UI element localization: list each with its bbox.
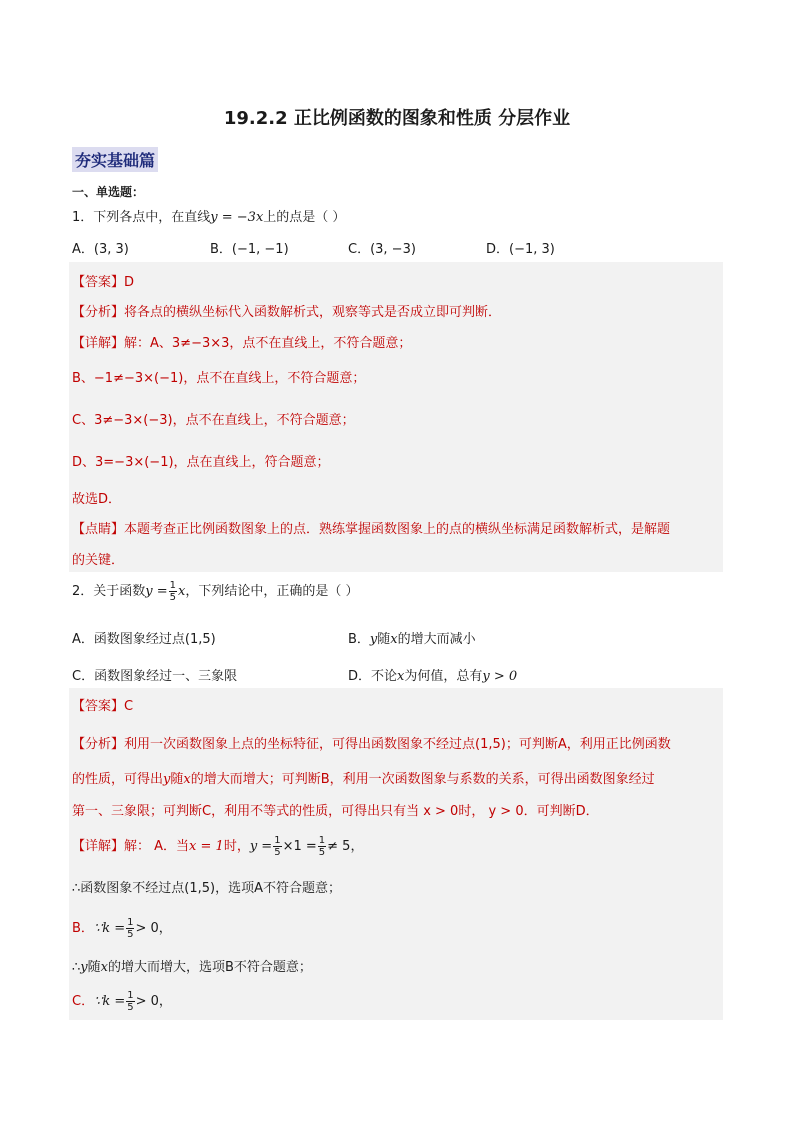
q2-y-eq: y = [145, 584, 168, 599]
q1-answer [72, 271, 134, 290]
q2-optd-x: x [397, 669, 405, 684]
q2-detail-tag: 【详解】 [72, 839, 125, 854]
q2-detail-line-2: ∴函数图象不经过点(1,5)，选项A不符合题意； [72, 881, 341, 896]
q2-detail-l1-frac-a-num: 1 [274, 835, 281, 846]
q2-detail-l3-pre: B． [72, 921, 94, 936]
q2-detail-l4-mid: 随 [87, 960, 101, 975]
q1-analysis-tag: 【分析】 [72, 305, 125, 320]
q1-detail-line-4: D、3=−3×(−1)，点在直线上，符合题意； [72, 455, 330, 470]
q2-analysis-text-1: 利用一次函数图象上点的坐标特征，可得出函数图象不经过点(1,5)；可判断A，利用正比例函数 [124, 737, 671, 752]
q2-analysis-l2-post: 的增大而增大；可判断B，利用一次函数图象与系数的关系，可得出函数图象经过 [190, 772, 655, 787]
q2-detail-l3-frac-den: 5 [127, 929, 134, 940]
q1-point-tag: 【点睛】 [72, 522, 125, 537]
q2-option-c: C．函数图象经过一、三象限 [72, 669, 238, 684]
q1-detail-tag: 【详解】 [72, 336, 125, 351]
q2-frac-den: 5 [169, 592, 177, 603]
q1-option-a: A．(3, 3) [72, 242, 129, 257]
q2-optb-y: y [369, 632, 378, 647]
q1-answer-tag: 【答案】 [72, 275, 125, 290]
q2-detail-l3-frac-num: 1 [127, 917, 134, 928]
q2-answer [72, 695, 133, 714]
q1-option-c: C．(3, −3) [348, 242, 416, 257]
q2-detail-l1-neq: ≠ 5， [327, 839, 364, 854]
q2-answer-value: C [124, 699, 134, 714]
q1-detail-line-5: 故选D． [72, 492, 122, 507]
q1-detail-line-1 [72, 332, 411, 351]
q2-answer-tag: 【答案】 [72, 699, 125, 714]
q2-analysis-line-3: 第一、三象限；可判断C，利用不等式的性质，可得出只有当 x > 0时， y > 0．可判断D． [72, 804, 599, 819]
question-1-stem [72, 206, 345, 225]
q2-option-a: A．函数图象经过点(1,5) [72, 632, 216, 647]
q2-detail-l5-pre: C． [72, 994, 95, 1009]
q1-stem-pre: 1．下列各点中，在直线 [72, 210, 211, 225]
q2-detail-l4-x: x [100, 960, 108, 975]
q2-detail-l1-pre: 解： A．当 [124, 839, 190, 854]
q2-optd-mid: 为何值，总有 [404, 669, 483, 684]
q2-analysis-tag: 【分析】 [72, 737, 125, 752]
q2-detail-line-3 [72, 917, 172, 940]
q2-detail-line-4 [72, 956, 312, 975]
q1-formula: y = −3x [210, 210, 264, 225]
q2-detail-l4-y: y [80, 960, 88, 975]
q2-detail-line-5 [72, 990, 172, 1013]
q2-detail-l1-cond: x = 1 [189, 839, 224, 854]
q1-option-b: B．(−1, −1) [210, 242, 289, 257]
q2-detail-l3-k: ∵k = [93, 921, 126, 936]
q1-detail-line-2: B、−1≠−3×(−1)，点不在直线上，不符合题意； [72, 371, 366, 386]
q2-analysis-l2-pre: 的性质，可得出 [72, 772, 164, 787]
q2-detail-l5-post: > 0， [135, 994, 172, 1009]
q2-optd-pre: D．不论 [348, 669, 398, 684]
q1-option-d: D．(−1, 3) [486, 242, 555, 257]
q2-optb-mid: 随 [377, 632, 391, 647]
q1-detail-text-1: 解：A、3≠−3×3，点不在直线上，不符合题意； [124, 336, 412, 351]
q2-analysis-l2-x: x [183, 772, 191, 787]
q2-detail-l1-frac-a-den: 5 [274, 847, 281, 858]
q2-detail-l4-post: 的增大而增大，选项B不符合题意； [108, 960, 312, 975]
q2-optb-post: 的增大而减小 [397, 632, 476, 647]
q2-frac-num: 1 [169, 580, 177, 591]
question-2-stem [72, 580, 359, 603]
q2-detail-line-1 [72, 835, 363, 858]
q2-option-d [348, 665, 517, 684]
q2-detail-l1-times: ×1 = [282, 839, 317, 854]
q2-analysis-l2-mid: 随 [170, 772, 184, 787]
q2-detail-l5-frac-num: 1 [127, 990, 134, 1001]
q2-detail-l5-frac-den: 5 [127, 1002, 134, 1013]
q1-point-line-1 [72, 518, 670, 537]
q2-fraction [169, 580, 177, 603]
q2-detail-l4-pre: ∴ [72, 960, 81, 975]
q2-analysis-l2-y: y [163, 772, 171, 787]
q2-detail-l5-k: ∵k = [94, 994, 126, 1009]
document-title: 19.2.2 正比例函数的图象和性质 分层作业 [223, 108, 571, 129]
q2-stem-pre: 2．关于函数 [72, 584, 146, 599]
q2-detail-l1-frac-b [318, 835, 326, 858]
q2-detail-l1-frac-a [273, 835, 281, 858]
q2-detail-l1-y: y = [249, 839, 273, 854]
q2-analysis-line-1 [72, 733, 671, 752]
q1-analysis-text: 将各点的横纵坐标代入函数解析式，观察等式是否成立即可判断． [124, 305, 502, 320]
subsection-heading: 一、单选题： [72, 185, 145, 199]
q2-detail-l3-frac [126, 917, 134, 940]
q2-detail-l1-frac-b-den: 5 [318, 847, 326, 858]
q1-detail-line-3: C、3≠−3×(−3)，点不在直线上，不符合题意； [72, 413, 355, 428]
q1-point-text-1: 本题考查正比例函数图象上的点．熟练掌握函数图象上的点的横纵坐标满足函数解析式，是解题 [124, 522, 671, 537]
q1-stem-post: 上的点是（ ） [263, 210, 346, 225]
q2-analysis-line-2 [72, 768, 655, 787]
q1-point-line-2: 的关键． [72, 553, 125, 568]
section-heading: 夯实基础篇 [72, 147, 158, 172]
q2-optd-ineq: y > 0 [482, 669, 518, 684]
q2-detail-l1-frac-b-num: 1 [318, 835, 326, 846]
q2-detail-l1-mid: 时， [223, 839, 250, 854]
q2-optb-x: x [390, 632, 398, 647]
q2-detail-l5-frac [126, 990, 134, 1013]
q1-analysis [72, 301, 501, 320]
q1-answer-value: D [124, 275, 135, 290]
q2-option-b [348, 628, 476, 647]
q2-x-var: x [178, 584, 186, 599]
q2-stem-post: ，下列结论中，正确的是（ ） [185, 584, 359, 599]
q2-detail-l3-post: > 0， [135, 921, 172, 936]
q2-optb-pre: B． [348, 632, 370, 647]
